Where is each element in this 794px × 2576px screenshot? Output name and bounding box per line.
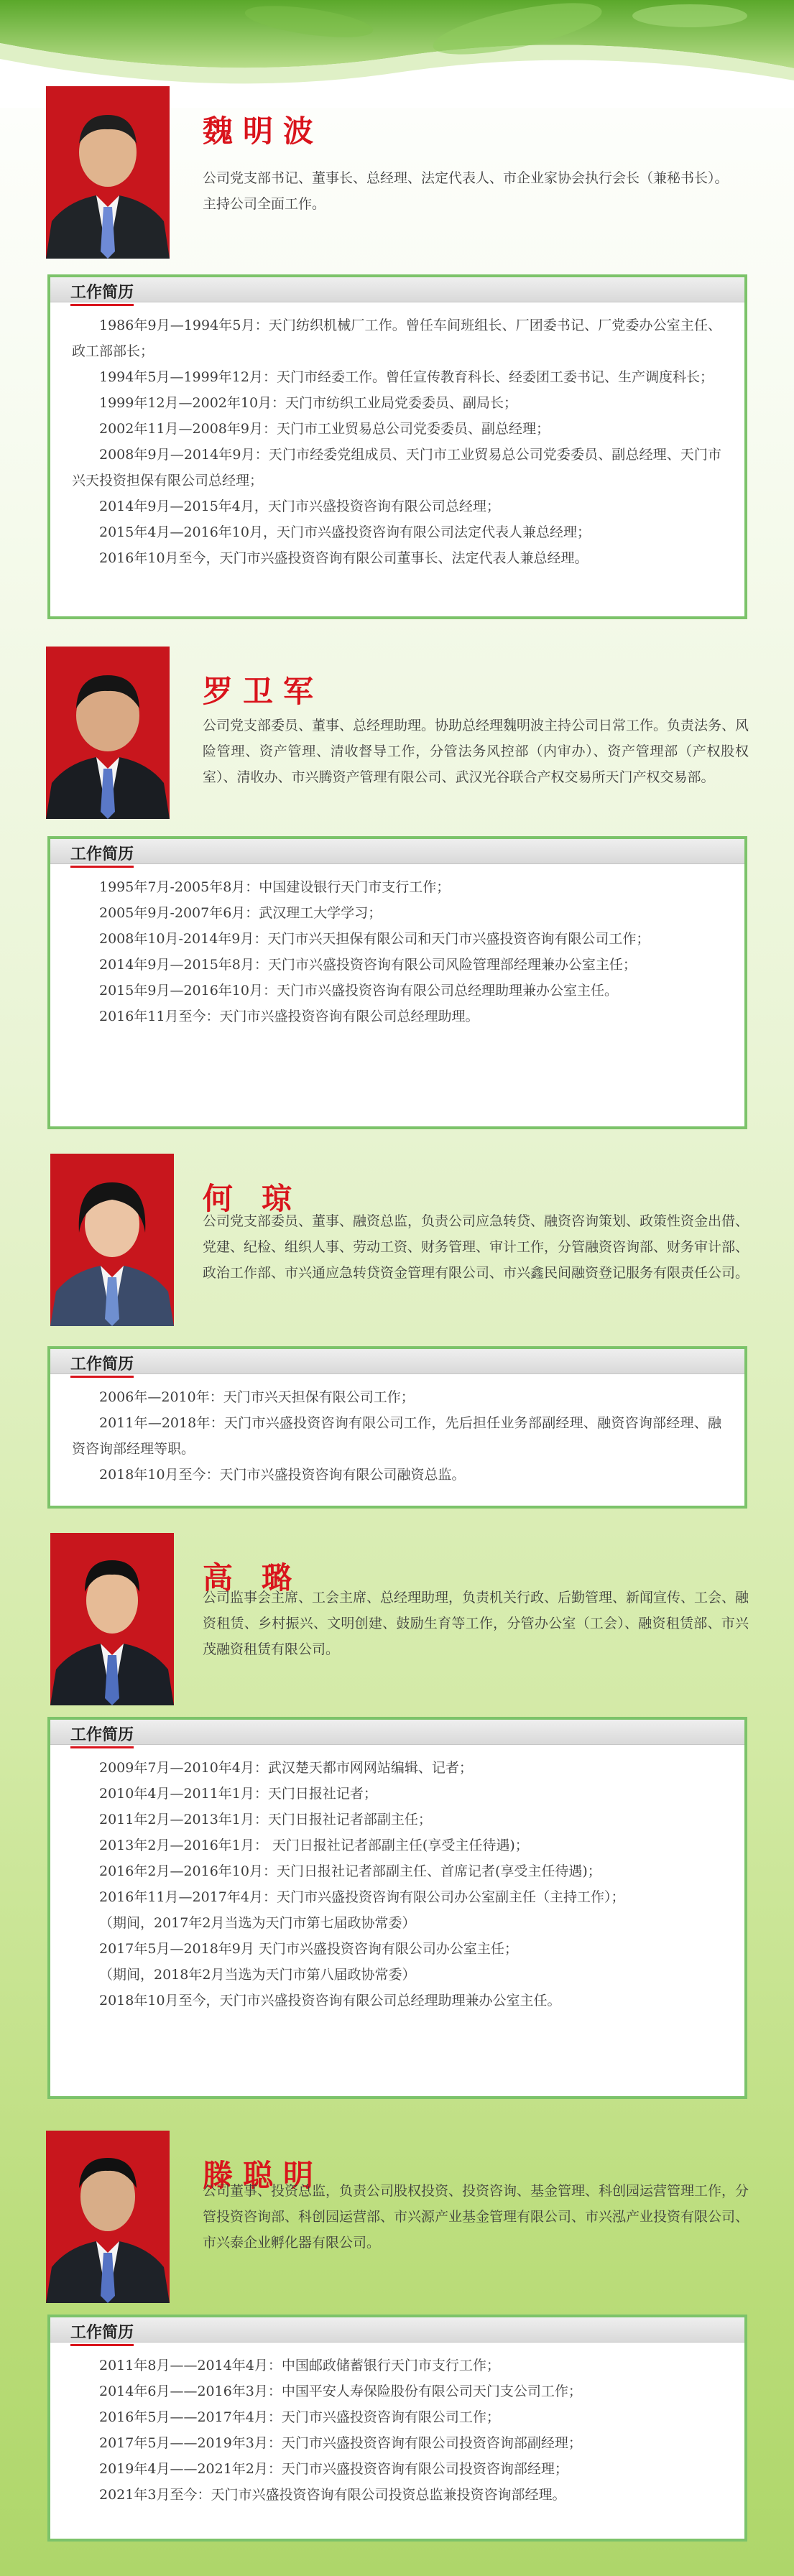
resume-entry: 1986年9月—1994年5月：天门纺织机械厂工作。曾任车间班组长、厂团委书记、厂党委办公室主任、政工部部长；	[72, 318, 721, 359]
resume-card	[47, 274, 747, 619]
resume-entry: 2017年5月—2018年9月 天门市兴盛投资咨询有限公司办公室主任；	[99, 1941, 518, 1957]
resume-entry: 2016年5月——2017年4月：天门市兴盛投资咨询有限公司工作；	[99, 2409, 500, 2425]
person-intro	[203, 165, 749, 217]
portrait-photo	[50, 1533, 174, 1705]
resume-card	[47, 836, 747, 1129]
resume-entry: 2006年—2010年：天门市兴天担保有限公司工作；	[99, 1389, 415, 1405]
portrait-photo	[46, 86, 170, 259]
resume-entry: 2016年2月—2016年10月：天门日报社记者部副主任、首席记者(享受主任待遇)；	[99, 1863, 601, 1879]
person-name: 高璐	[203, 1560, 321, 1595]
resume-entry: 2019年4月——2021年2月：天门市兴盛投资咨询有限公司投资咨询部经理；	[99, 2461, 568, 2477]
resume-entry: 2011年2月—2013年1月：天门日报社记者部副主任；	[99, 1812, 432, 1827]
resume-entry: 2005年9月-2007年6月：武汉理工大学学习；	[99, 905, 382, 921]
intro-text: 公司党支部委员、董事、总经理助理。协助总经理魏明波主持公司日常工作。负责法务、风险管理、资产管理、清收督导工作，分管法务风控部（内审办）、资产管理部（产权股权室）、清收办、市兴腾资产管理有限公司、武汉光谷联合产权交易所天门产权交易部。	[203, 718, 749, 785]
resume-card	[47, 2315, 747, 2542]
card-title: 工作简历	[70, 842, 134, 868]
resume-card	[47, 1717, 747, 2099]
resume-entry: 2010年4月—2011年1月：天门日报社记者；	[99, 1786, 377, 1802]
resume-entry: 2021年3月至今：天门市兴盛投资咨询有限公司投资总监兼投资咨询部经理。	[99, 2487, 566, 2503]
resume-entry: 1995年7月-2005年8月：中国建设银行天门市支行工作；	[99, 879, 451, 895]
resume-entry: 1999年12月—2002年10月：天门市纺织工业局党委委员、副局长；	[99, 395, 518, 411]
card-title: 工作简历	[70, 2320, 134, 2346]
resume-list	[50, 1745, 744, 2024]
resume-list	[50, 864, 744, 1039]
resume-entry: 2002年11月—2008年9月：天门市工业贸易总公司党委委员、副总经理；	[99, 421, 550, 437]
resume-entry: 2014年6月——2016年3月：中国平安人寿保险股份有限公司天门支公司工作；	[99, 2383, 582, 2399]
resume-entry: 2011年8月——2014年4月：中国邮政储蓄银行天门市支行工作；	[99, 2358, 500, 2373]
intro-text: 公司党支部书记、董事长、总经理、法定代表人、市企业家协会执行会长（兼秘书长）。	[203, 170, 729, 186]
card-header	[50, 2317, 744, 2343]
intro-text: 公司监事会主席、工会主席、总经理助理，负责机关行政、后勤管理、新闻宣传、工会、融资租赁、乡村振兴、文明创建、鼓励生育等工作，分管办公室（工会）、融资租赁部、市兴茂融资租赁有限公司。	[203, 1590, 749, 1657]
resume-list	[50, 2343, 744, 2518]
card-title: 工作简历	[70, 280, 134, 306]
resume-entry: 2016年11月至今：天门市兴盛投资咨询有限公司总经理助理。	[99, 1009, 479, 1024]
resume-entry: 2013年2月—2016年1月： 天门日报社记者部副主任(享受主任待遇)；	[99, 1838, 529, 1853]
card-title: 工作简历	[70, 1352, 134, 1378]
person-name: 滕聪明	[203, 2158, 324, 2193]
resume-entry: 2009年7月—2010年4月：武汉楚天都市网网站编辑、记者；	[99, 1760, 473, 1776]
resume-entry: 2014年9月—2015年4月，天门市兴盛投资咨询有限公司总经理；	[99, 499, 500, 514]
resume-entry: （期间，2018年2月当选为天门市第八届政协常委）	[99, 1967, 416, 1983]
person-intro	[203, 1585, 749, 1662]
card-header	[50, 1349, 744, 1374]
resume-list	[50, 1374, 744, 1498]
resume-entry: 2008年9月—2014年9月：天门市经委党组成员、天门市工业贸易总公司党委委员、副总经理、天门市兴天投资担保有限公司总经理；	[72, 447, 721, 488]
portrait-photo	[50, 1154, 174, 1326]
intro-text: 公司党支部委员、董事、融资总监，负责公司应急转贷、融资咨询策划、政策性资金出借、党建、纪检、组织人事、劳动工资、财务管理、审计工作，分管融资咨询部、财务审计部、政治工作部、市兴通应急转贷资金管理有限公司、市兴鑫民间融资登记服务有限责任公司。	[203, 1213, 749, 1281]
person-name: 罗卫军	[203, 674, 324, 709]
resume-entry: 2015年4月—2016年10月，天门市兴盛投资咨询有限公司法定代表人兼总经理；	[99, 524, 591, 540]
resume-entry: 2016年11月—2017年4月：天门市兴盛投资咨询有限公司办公室副主任（主持工作）；	[99, 1889, 625, 1905]
portrait-photo	[46, 647, 170, 819]
card-header	[50, 277, 744, 302]
resume-entry: 2017年5月——2019年3月：天门市兴盛投资咨询有限公司投资咨询部副经理；	[99, 2435, 582, 2451]
resume-entry: 2014年9月—2015年8月：天门市兴盛投资咨询有限公司风险管理部经理兼办公室主任；	[99, 957, 637, 973]
resume-list	[50, 302, 744, 581]
resume-entry: 1994年5月—1999年12月：天门市经委工作。曾任宣传教育科长、经委团工委书记、生产调度科长；	[99, 369, 714, 385]
intro-text: 公司董事、投资总监，负责公司股权投资、投资咨询、基金管理、科创园运营管理工作，分管投资咨询部、科创园运营部、市兴源产业基金管理有限公司、市兴泓产业投资有限公司、市兴泰企业孵化器有限公司。	[203, 2183, 749, 2251]
resume-entry: 2018年10月至今，天门市兴盛投资咨询有限公司总经理助理兼办公室主任。	[99, 1993, 561, 2009]
card-header	[50, 1720, 744, 1745]
person-intro	[203, 1208, 749, 1286]
resume-entry: 2018年10月至今：天门市兴盛投资咨询有限公司融资总监。	[99, 1467, 466, 1483]
card-header	[50, 839, 744, 864]
portrait-photo	[46, 2131, 170, 2303]
resume-entry: 2015年9月—2016年10月：天门市兴盛投资咨询有限公司总经理助理兼办公室主任。	[99, 983, 618, 999]
resume-entry: 2011年—2018年：天门市兴盛投资咨询有限公司工作，先后担任业务部副经理、融资咨询部经理、融资咨询部经理等职。	[72, 1415, 721, 1457]
person-name: 魏明波	[203, 113, 324, 149]
resume-card	[47, 1346, 747, 1509]
intro-text: 主持公司全面工作。	[203, 196, 326, 212]
resume-entry: （期间，2017年2月当选为天门市第七届政协常委）	[99, 1915, 416, 1931]
person-intro	[203, 2178, 749, 2256]
person-name: 何琼	[203, 1181, 321, 1216]
card-title: 工作简历	[70, 1723, 134, 1748]
person-intro	[203, 713, 749, 790]
resume-entry: 2008年10月-2014年9月：天门市兴天担保有限公司和天门市兴盛投资咨询有限公司工作；	[99, 931, 650, 947]
resume-entry: 2016年10月至今，天门市兴盛投资咨询有限公司董事长、法定代表人兼总经理。	[99, 550, 588, 566]
